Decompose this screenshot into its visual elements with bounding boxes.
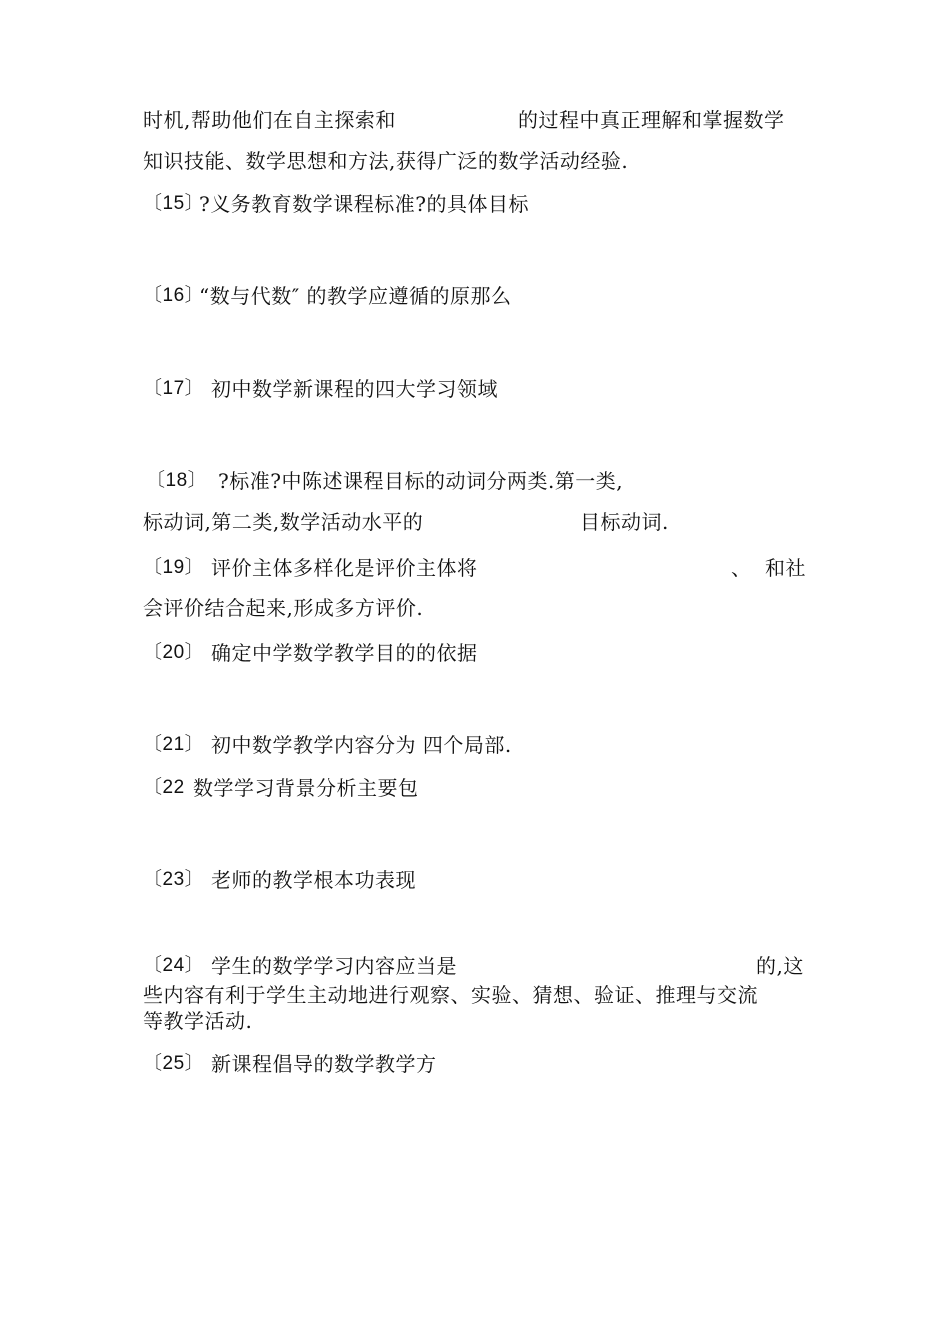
question-number: 〔23〕 [143, 869, 205, 890]
question-number: 〔16〕 [143, 285, 205, 306]
question-number: 〔21〕 [143, 734, 205, 755]
text-line [143, 149, 628, 173]
question-text: ?标准?中陈述课程目标的动词分两类.第一类, [218, 469, 624, 493]
question-text: “数与代数″ 的教学应遵循的原那么 [199, 284, 512, 308]
text-fragment: 时机,帮助他们在自主探索和 [143, 108, 396, 132]
question-text: 学生的数学学习内容应当是 [211, 954, 457, 978]
question-text: ?义务教育数学课程标准?的具体目标 [199, 192, 529, 216]
question-number: 〔20〕 [143, 642, 205, 663]
text-line [143, 596, 423, 620]
question-text: 数学学习背景分析主要包 [193, 776, 419, 800]
question-number: 〔18〕 [146, 470, 208, 491]
question-number: 〔22 [143, 777, 185, 798]
question-number: 〔15〕 [143, 193, 205, 214]
text-fragment: 和社 [765, 556, 806, 580]
question-text: 确定中学数学教学目的的依据 [211, 641, 478, 665]
text-fragment: 标动词,第二类,数学活动水平的 [143, 510, 424, 534]
question-number: 〔24〕 [143, 955, 205, 976]
text-fragment: 的过程中真正理解和掌握数学 [518, 108, 785, 132]
question-text: 新课程倡导的数学教学方 [211, 1052, 437, 1076]
text-fragment: 、 [731, 556, 752, 580]
question-text: 初中数学新课程的四大学习领域 [211, 377, 498, 401]
text-fragment: 知识技能、数学思想和方法,获得广泛的数学活动经验. [143, 149, 629, 173]
text-fragment: 些内容有利于学生主动地进行观察、实验、猜想、验证、推理与交流 [143, 983, 758, 1007]
question-text: 初中数学教学内容分为 四个局部. [211, 733, 512, 757]
text-fragment: 等教学活动. [143, 1009, 253, 1033]
question-number: 〔25〕 [143, 1053, 205, 1074]
text-fragment: 目标动词. [580, 510, 669, 534]
text-line [143, 983, 758, 1007]
text-fragment: 的,这 [756, 954, 804, 978]
question-number: 〔17〕 [143, 378, 205, 399]
question-text: 老师的教学根本功表现 [211, 868, 416, 892]
question-text: 评价主体多样化是评价主体将 [211, 556, 478, 580]
text-fragment: 会评价结合起来,形成多方评价. [143, 596, 424, 620]
text-line [143, 1009, 252, 1033]
question-number: 〔19〕 [143, 557, 205, 578]
